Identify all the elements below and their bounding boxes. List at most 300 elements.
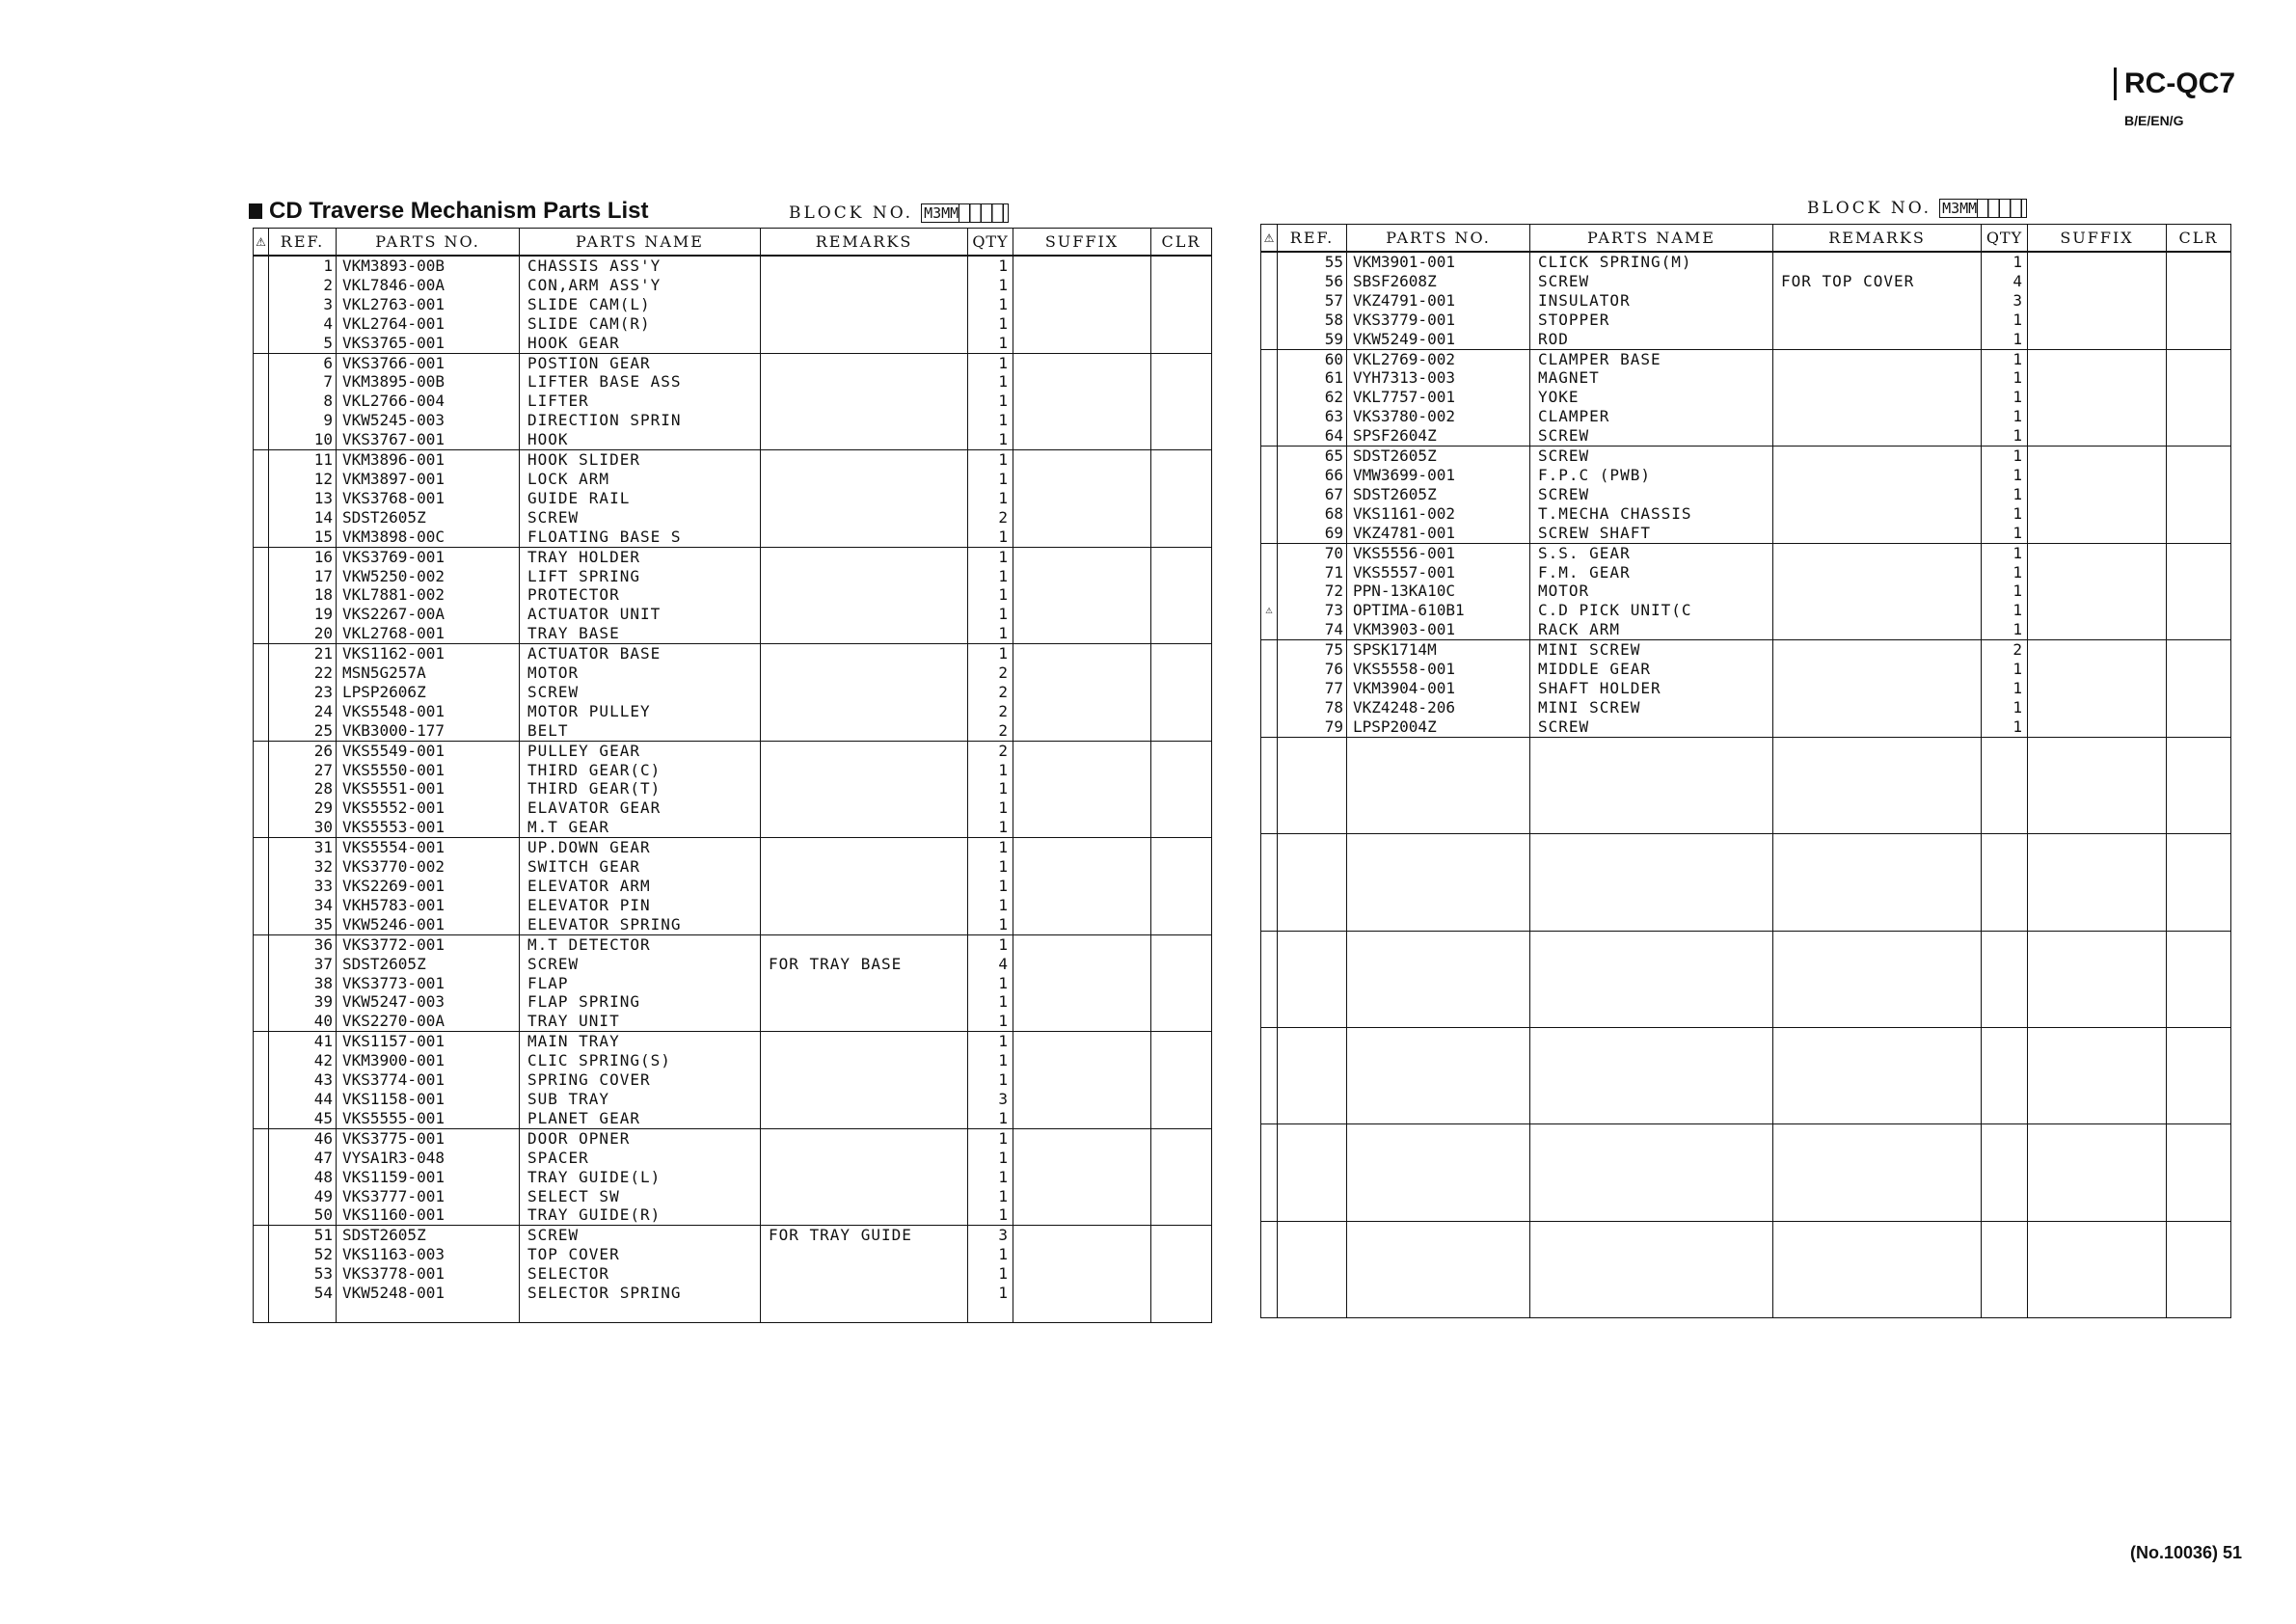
qty-cell: 1: [968, 1012, 1013, 1031]
parts-name-cell: RACK ARM: [1530, 620, 1773, 639]
remarks-cell: [761, 567, 968, 586]
remarks-cell: [1773, 950, 1982, 969]
parts-no-cell: MSN5G257A: [337, 663, 520, 683]
suffix-cell: [2028, 582, 2167, 601]
parts-no-cell: VKM3904-001: [1347, 679, 1530, 698]
clr-cell: [2167, 1163, 2231, 1182]
warning-cell: ⚠: [1261, 601, 1278, 620]
clr-cell: [2167, 252, 2231, 272]
parts-name-cell: YOKE: [1530, 388, 1773, 407]
warning-cell: [254, 838, 269, 857]
remarks-cell: [1773, 466, 1982, 485]
qty-cell: [1982, 814, 2028, 833]
empty-row: [1261, 892, 2231, 911]
table-row: [254, 1032, 1212, 1051]
qty-cell: 1: [968, 1168, 1013, 1187]
parts-no-cell: VKS5558-001: [1347, 660, 1530, 679]
clr-cell: [1151, 450, 1212, 470]
qty-cell: 1: [1982, 485, 2028, 504]
clr-cell: [2167, 582, 2231, 601]
suffix-cell: [2028, 524, 2167, 543]
table-row: [254, 798, 1212, 818]
qty-cell: [1982, 1047, 2028, 1067]
qty-cell: 1: [968, 857, 1013, 877]
ref-cell: 12: [269, 470, 337, 489]
remarks-cell: [761, 1205, 968, 1225]
qty-cell: 1: [968, 779, 1013, 798]
warning-cell: [1261, 1008, 1278, 1027]
suffix-cell: [1013, 915, 1151, 934]
ref-cell: 37: [269, 955, 337, 974]
empty-row: [1261, 834, 2231, 853]
clr-cell: [2167, 911, 2231, 931]
clr-cell: [1151, 702, 1212, 721]
clr-cell: [1151, 1070, 1212, 1090]
clr-cell: [2167, 640, 2231, 660]
warning-cell: [1261, 1298, 1278, 1317]
suffix-cell: [2028, 950, 2167, 969]
suffix-cell: [2028, 660, 2167, 679]
qty-cell: 1: [968, 585, 1013, 605]
warning-cell: [254, 934, 269, 954]
suffix-cell: [1013, 624, 1151, 643]
parts-no-cell: VKS2269-001: [337, 877, 520, 896]
ref-cell: [1278, 1124, 1347, 1144]
empty-row: [1261, 1144, 2231, 1163]
table-row: [254, 974, 1212, 993]
table-row: [1261, 698, 2231, 717]
qty-cell: 1: [968, 411, 1013, 430]
warning-cell: [1261, 1163, 1278, 1182]
clr-cell: [1151, 741, 1212, 760]
warning-cell: [1261, 911, 1278, 931]
parts-no-cell: VKS3775-001: [337, 1128, 520, 1148]
remarks-cell: [1773, 911, 1982, 931]
ref-cell: 41: [269, 1032, 337, 1051]
qty-cell: [968, 1303, 1013, 1322]
remarks-cell: [1773, 447, 1982, 466]
parts-name-cell: MOTOR: [1530, 582, 1773, 601]
parts-name-cell: SCREW SHAFT: [1530, 524, 1773, 543]
suffix-cell: [1013, 683, 1151, 702]
parts-no-cell: SPSF2604Z: [1347, 426, 1530, 446]
remarks-cell: [761, 663, 968, 683]
warning-cell: [1261, 814, 1278, 833]
qty-cell: 2: [968, 741, 1013, 760]
parts-no-cell: VKW5248-001: [337, 1284, 520, 1303]
table-row: [1261, 426, 2231, 446]
warning-cell: [1261, 873, 1278, 892]
warning-cell: [1261, 466, 1278, 485]
parts-name-cell: M.T GEAR: [520, 818, 761, 837]
warning-cell: [254, 256, 269, 276]
remarks-cell: [761, 1090, 968, 1109]
table-row: [254, 489, 1212, 508]
warning-cell: [254, 1284, 269, 1303]
ref-cell: [1278, 1144, 1347, 1163]
parts-name-cell: THIRD GEAR(C): [520, 761, 761, 780]
block-code: M3MM: [1942, 200, 1978, 217]
qty-cell: 1: [1982, 543, 2028, 562]
warning-column-header: ⚠: [254, 229, 269, 257]
suffix-cell: [1013, 470, 1151, 489]
warning-cell: [1261, 252, 1278, 272]
parts-name-cell: HOOK: [520, 430, 761, 449]
clr-cell: [2167, 757, 2231, 776]
parts-name-cell: DIRECTION SPRIN: [520, 411, 761, 430]
ref-cell: [1278, 1241, 1347, 1260]
qty-cell: [1982, 911, 2028, 931]
parts-no-cell: SDST2605Z: [337, 1226, 520, 1245]
suffix-cell: [1013, 1128, 1151, 1148]
warning-cell: [254, 1109, 269, 1128]
warning-cell: [254, 702, 269, 721]
qty-cell: [1982, 1241, 2028, 1260]
suffix-cell: [1013, 605, 1151, 624]
warning-cell: [1261, 1086, 1278, 1105]
suffix-cell: [1013, 721, 1151, 741]
remarks-cell: [761, 721, 968, 741]
warning-cell: [1261, 1028, 1278, 1047]
ref-cell: 55: [1278, 252, 1347, 272]
clr-cell: [1151, 934, 1212, 954]
table-row: [1261, 660, 2231, 679]
ref-cell: 17: [269, 567, 337, 586]
warning-cell: [1261, 1144, 1278, 1163]
parts-no-cell: [1347, 892, 1530, 911]
empty-row: [1261, 1202, 2231, 1221]
suffix-cell: [2028, 717, 2167, 737]
ref-cell: 50: [269, 1205, 337, 1225]
block-code-box: [1939, 199, 2027, 218]
ref-cell: [269, 1303, 337, 1322]
clr-cell: [2167, 1105, 2231, 1124]
ref-cell: [1278, 775, 1347, 795]
remarks-cell: [761, 411, 968, 430]
suffix-cell: [1013, 877, 1151, 896]
remarks-cell: [761, 1264, 968, 1284]
warning-cell: [1261, 272, 1278, 291]
parts-name-cell: SCREW: [1530, 447, 1773, 466]
warning-cell: [254, 470, 269, 489]
ref-cell: 13: [269, 489, 337, 508]
clr-cell: [2167, 834, 2231, 853]
remarks-cell: [1773, 892, 1982, 911]
clr-cell: [1151, 974, 1212, 993]
parts-name-cell: SCREW: [1530, 717, 1773, 737]
clr-cell: [2167, 291, 2231, 311]
parts-name-cell: [1530, 1202, 1773, 1221]
parts-no-cell: [1347, 1221, 1530, 1240]
parts-table-left: [253, 228, 1212, 1323]
warning-cell: [254, 1032, 269, 1051]
remarks-cell: [1773, 775, 1982, 795]
remarks-cell: [761, 470, 968, 489]
warning-cell: [254, 585, 269, 605]
ref-cell: 59: [1278, 330, 1347, 349]
parts-name-cell: ELEVATOR SPRING: [520, 915, 761, 934]
ref-cell: 22: [269, 663, 337, 683]
parts-name-cell: CON,ARM ASS'Y: [520, 276, 761, 295]
qty-cell: 1: [968, 644, 1013, 663]
qty-cell: [1982, 757, 2028, 776]
suffix-cell: [1013, 974, 1151, 993]
parts-name-cell: SCREW: [520, 955, 761, 974]
table-row: [254, 470, 1212, 489]
clr-cell: [2167, 426, 2231, 446]
qty-cell: [1982, 1182, 2028, 1202]
warning-cell: [1261, 349, 1278, 368]
parts-name-cell: [1530, 1298, 1773, 1317]
clr-cell: [2167, 330, 2231, 349]
remarks-column-header: REMARKS: [761, 229, 968, 257]
clr-cell: [1151, 256, 1212, 276]
warning-cell: [254, 1168, 269, 1187]
parts-name-cell: SLIDE CAM(R): [520, 314, 761, 334]
warning-cell: [1261, 775, 1278, 795]
table-row: [254, 411, 1212, 430]
parts-name-cell: CLAMPER BASE: [1530, 349, 1773, 368]
table-row: [254, 1012, 1212, 1031]
warning-cell: [254, 721, 269, 741]
ref-cell: 76: [1278, 660, 1347, 679]
ref-cell: 44: [269, 1090, 337, 1109]
remarks-cell: [761, 934, 968, 954]
qty-cell: 1: [968, 605, 1013, 624]
parts-no-cell: VKS3777-001: [337, 1187, 520, 1206]
parts-no-cell: VKS5554-001: [337, 838, 520, 857]
ref-cell: 16: [269, 547, 337, 566]
ref-cell: [1278, 1280, 1347, 1299]
parts-no-cell: [1347, 1105, 1530, 1124]
parts-no-cell: VKW5250-002: [337, 567, 520, 586]
parts-no-cell: SDST2605Z: [1347, 447, 1530, 466]
parts-name-cell: SUB TRAY: [520, 1090, 761, 1109]
clr-cell: [1151, 624, 1212, 643]
suffix-cell: [2028, 1241, 2167, 1260]
ref-cell: 19: [269, 605, 337, 624]
suffix-cell: [2028, 447, 2167, 466]
suffix-cell: [2028, 1124, 2167, 1144]
suffix-cell: [2028, 873, 2167, 892]
table-row: [254, 567, 1212, 586]
qty-cell: 1: [1982, 563, 2028, 582]
remarks-cell: [1773, 1028, 1982, 1047]
warning-cell: [1261, 426, 1278, 446]
table-row: [254, 585, 1212, 605]
parts-no-column-header: PARTS NO.: [1347, 225, 1530, 253]
ref-cell: 53: [269, 1264, 337, 1284]
clr-cell: [1151, 721, 1212, 741]
warning-cell: [254, 1264, 269, 1284]
clr-cell: [1151, 430, 1212, 449]
ref-cell: [1278, 1105, 1347, 1124]
suffix-cell: [1013, 508, 1151, 528]
empty-row: [1261, 1067, 2231, 1086]
empty-row: [1261, 969, 2231, 988]
suffix-cell: [1013, 1205, 1151, 1225]
parts-no-cell: VKS3780-002: [1347, 407, 1530, 426]
suffix-cell: [1013, 372, 1151, 392]
ref-cell: 9: [269, 411, 337, 430]
qty-cell: [1982, 1124, 2028, 1144]
ref-cell: 70: [1278, 543, 1347, 562]
remarks-cell: [1773, 1202, 1982, 1221]
ref-cell: 32: [269, 857, 337, 877]
ref-cell: 67: [1278, 485, 1347, 504]
table-row: [254, 857, 1212, 877]
qty-cell: [1982, 1260, 2028, 1280]
parts-name-cell: CHASSIS ASS'Y: [520, 256, 761, 276]
warning-cell: [1261, 1221, 1278, 1240]
suffix-cell: [2028, 969, 2167, 988]
parts-no-cell: VKS1161-002: [1347, 504, 1530, 524]
clr-cell: [1151, 818, 1212, 837]
remarks-cell: [1773, 1182, 1982, 1202]
table-row: [254, 934, 1212, 954]
table-row: [254, 761, 1212, 780]
parts-no-cell: VKL2764-001: [337, 314, 520, 334]
qty-cell: 1: [968, 392, 1013, 411]
parts-name-cell: STOPPER: [1530, 311, 1773, 330]
clr-cell: [1151, 1226, 1212, 1245]
ref-cell: 69: [1278, 524, 1347, 543]
table-row: [1261, 330, 2231, 349]
table-row: [1261, 543, 2231, 562]
ref-cell: 43: [269, 1070, 337, 1090]
ref-cell: 56: [1278, 272, 1347, 291]
warning-cell: [1261, 407, 1278, 426]
clr-cell: [1151, 915, 1212, 934]
suffix-cell: [2028, 368, 2167, 388]
parts-no-cell: [1347, 1008, 1530, 1027]
parts-no-cell: [1347, 795, 1530, 814]
clr-cell: [1151, 1284, 1212, 1303]
warning-cell: [254, 992, 269, 1012]
parts-name-cell: PULLEY GEAR: [520, 741, 761, 760]
clr-cell: [1151, 392, 1212, 411]
qty-cell: 1: [968, 1284, 1013, 1303]
suffix-column-header: SUFFIX: [1013, 229, 1151, 257]
suffix-cell: [1013, 528, 1151, 547]
parts-no-cell: [1347, 911, 1530, 931]
parts-no-cell: VKS3765-001: [337, 334, 520, 353]
warning-cell: [254, 798, 269, 818]
remarks-cell: [1773, 931, 1982, 950]
clr-cell: [1151, 528, 1212, 547]
ref-cell: 21: [269, 644, 337, 663]
parts-name-cell: MAGNET: [1530, 368, 1773, 388]
parts-no-cell: [1347, 1086, 1530, 1105]
remarks-cell: [1773, 717, 1982, 737]
ref-cell: 45: [269, 1109, 337, 1128]
parts-name-cell: MAIN TRAY: [520, 1032, 761, 1051]
remarks-cell: [1773, 1298, 1982, 1317]
remarks-cell: [761, 1149, 968, 1168]
suffix-cell: [1013, 702, 1151, 721]
parts-no-cell: [1347, 814, 1530, 833]
clr-cell: [2167, 388, 2231, 407]
parts-no-cell: VKW5246-001: [337, 915, 520, 934]
table-row: [254, 1205, 1212, 1225]
warning-cell: [1261, 1182, 1278, 1202]
parts-name-cell: ACTUATOR BASE: [520, 644, 761, 663]
ref-cell: 29: [269, 798, 337, 818]
page-number: (No.10036) 51: [2130, 1543, 2243, 1562]
parts-no-cell: VKM3900-001: [337, 1051, 520, 1070]
suffix-cell: [1013, 838, 1151, 857]
warning-cell: [1261, 485, 1278, 504]
remarks-cell: FOR TOP COVER: [1773, 272, 1982, 291]
ref-cell: 11: [269, 450, 337, 470]
remarks-cell: [761, 1051, 968, 1070]
table-row: [254, 1264, 1212, 1284]
ref-cell: 3: [269, 295, 337, 314]
table-row: [254, 1284, 1212, 1303]
table-row: [254, 1051, 1212, 1070]
remarks-cell: [761, 605, 968, 624]
qty-cell: 1: [1982, 447, 2028, 466]
parts-no-cell: [1347, 950, 1530, 969]
qty-cell: 1: [968, 470, 1013, 489]
parts-name-cell: [1530, 1008, 1773, 1027]
ref-cell: 61: [1278, 368, 1347, 388]
remarks-cell: [1773, 679, 1982, 698]
warning-cell: [1261, 1047, 1278, 1067]
parts-no-cell: VKL7881-002: [337, 585, 520, 605]
remarks-cell: [1773, 1067, 1982, 1086]
qty-cell: 1: [968, 1205, 1013, 1225]
parts-no-cell: VKM3893-00B: [337, 256, 520, 276]
clr-cell: [2167, 717, 2231, 737]
parts-no-cell: [1347, 1163, 1530, 1182]
clr-cell: [2167, 1047, 2231, 1067]
table-row: [1261, 407, 2231, 426]
parts-name-cell: GUIDE RAIL: [520, 489, 761, 508]
parts-name-cell: TRAY GUIDE(R): [520, 1205, 761, 1225]
clr-cell: [1151, 1264, 1212, 1284]
parts-name-cell: LOCK ARM: [520, 470, 761, 489]
empty-row: [1261, 1163, 2231, 1182]
table-row: [1261, 388, 2231, 407]
parts-name-cell: SWITCH GEAR: [520, 857, 761, 877]
ref-cell: 25: [269, 721, 337, 741]
parts-name-cell: [1530, 873, 1773, 892]
parts-no-cell: VKS1162-001: [337, 644, 520, 663]
table-row: [1261, 582, 2231, 601]
table-row: [254, 624, 1212, 643]
parts-no-cell: VYSA1R3-048: [337, 1149, 520, 1168]
ref-cell: [1278, 1008, 1347, 1027]
parts-no-cell: VKS1160-001: [337, 1205, 520, 1225]
ref-cell: 23: [269, 683, 337, 702]
table-row: [254, 779, 1212, 798]
clr-cell: [2167, 620, 2231, 639]
parts-no-cell: VKM3897-001: [337, 470, 520, 489]
qty-cell: 1: [968, 818, 1013, 837]
clr-cell: [2167, 988, 2231, 1008]
qty-cell: 1: [968, 992, 1013, 1012]
suffix-cell: [1013, 779, 1151, 798]
parts-no-cell: VKS5553-001: [337, 818, 520, 837]
parts-name-cell: [1530, 1067, 1773, 1086]
parts-name-cell: MINI SCREW: [1530, 640, 1773, 660]
ref-cell: [1278, 892, 1347, 911]
parts-name-cell: TRAY GUIDE(L): [520, 1168, 761, 1187]
remarks-cell: [761, 295, 968, 314]
suffix-cell: [2028, 504, 2167, 524]
clr-cell: [1151, 877, 1212, 896]
